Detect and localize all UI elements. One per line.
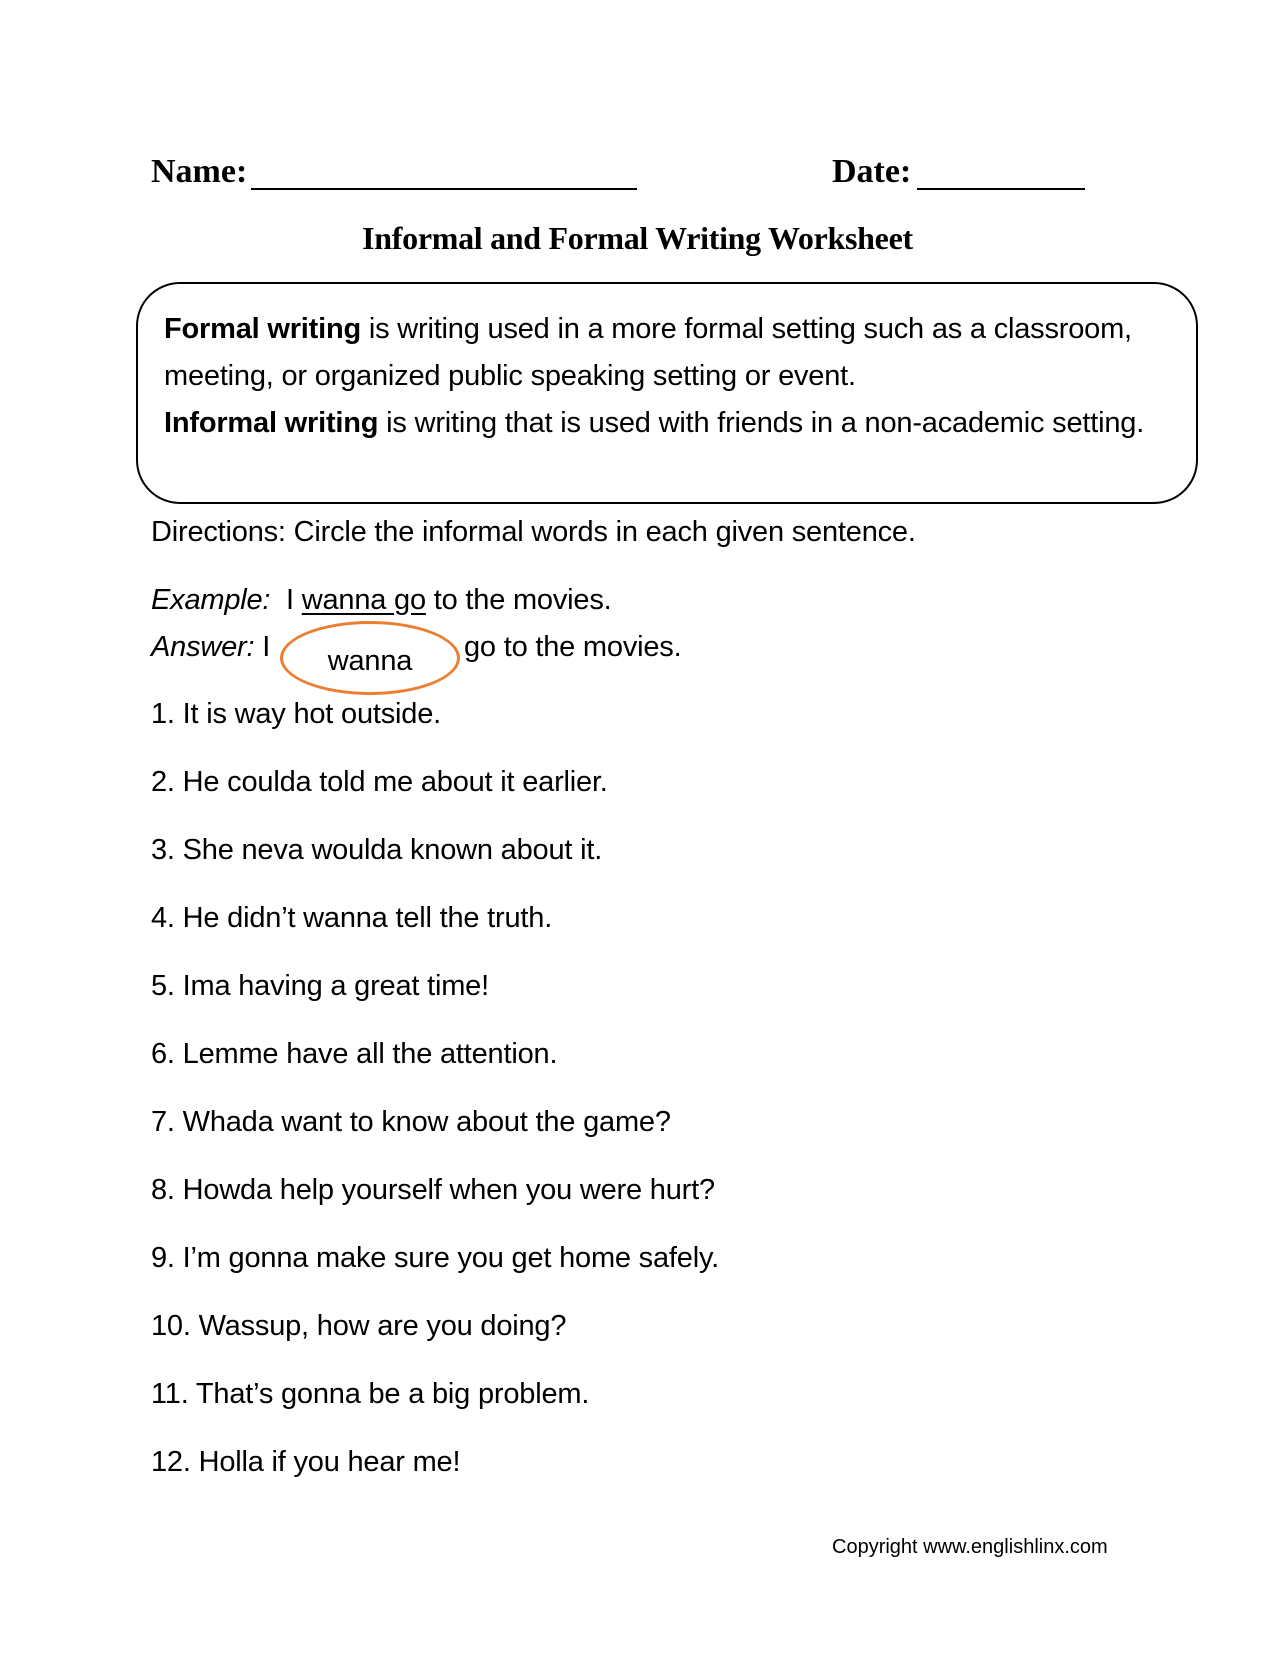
exercise-item: 2. He coulda told me about it earlier. (151, 766, 608, 798)
example-before: I (270, 584, 302, 616)
answer-before: I (254, 631, 271, 663)
name-blank-line (251, 188, 637, 190)
date-blank-line (917, 188, 1085, 190)
exercise-item: 7. Whada want to know about the game? (151, 1106, 671, 1138)
worksheet-title: Informal and Formal Writing Worksheet (362, 220, 913, 256)
example-underlined: wanna go (301, 584, 426, 616)
copyright: Copyright www.englishlinx.com (832, 1536, 1108, 1558)
example-after: to the movies. (425, 584, 612, 616)
informal-definition: is writing that is used with friends in a non-academic setting. (378, 407, 1145, 439)
exercise-item: 12. Holla if you hear me! (151, 1446, 461, 1478)
exercise-item: 1. It is way hot outside. (151, 698, 441, 730)
example-line (151, 584, 612, 617)
formal-term: Formal writing (164, 313, 361, 345)
exercise-item: 11. That’s gonna be a big problem. (151, 1378, 590, 1410)
answer-label: Answer: (151, 631, 255, 663)
exercise-item: 9. I’m gonna make sure you get home safely. (151, 1242, 719, 1274)
name-label: Name: (151, 153, 248, 190)
definition-box (136, 282, 1198, 504)
date-label: Date: (832, 153, 912, 190)
informal-term: Informal writing (164, 407, 379, 439)
exercise-item: 6. Lemme have all the attention. (151, 1038, 558, 1070)
formal-definition: is writing used in a more formal setting such as a classroom, meeting, or organized public speaking setting or event. (164, 313, 1132, 392)
answer-after: go to the movies. (464, 631, 682, 663)
answer-circled-word: wanna (327, 645, 413, 677)
example-label: Example: (151, 584, 271, 616)
exercise-item: 3. She neva woulda known about it. (151, 834, 603, 866)
exercise-item: 4. He didn’t wanna tell the truth. (151, 902, 553, 934)
exercise-item: 10. Wassup, how are you doing? (151, 1310, 567, 1342)
exercise-item: 5. Ima having a great time! (151, 970, 489, 1002)
answer-line (151, 631, 270, 664)
exercise-item: 8. Howda help yourself when you were hurt? (151, 1174, 715, 1206)
directions: Directions: Circle the informal words in each given sentence. (151, 516, 916, 548)
